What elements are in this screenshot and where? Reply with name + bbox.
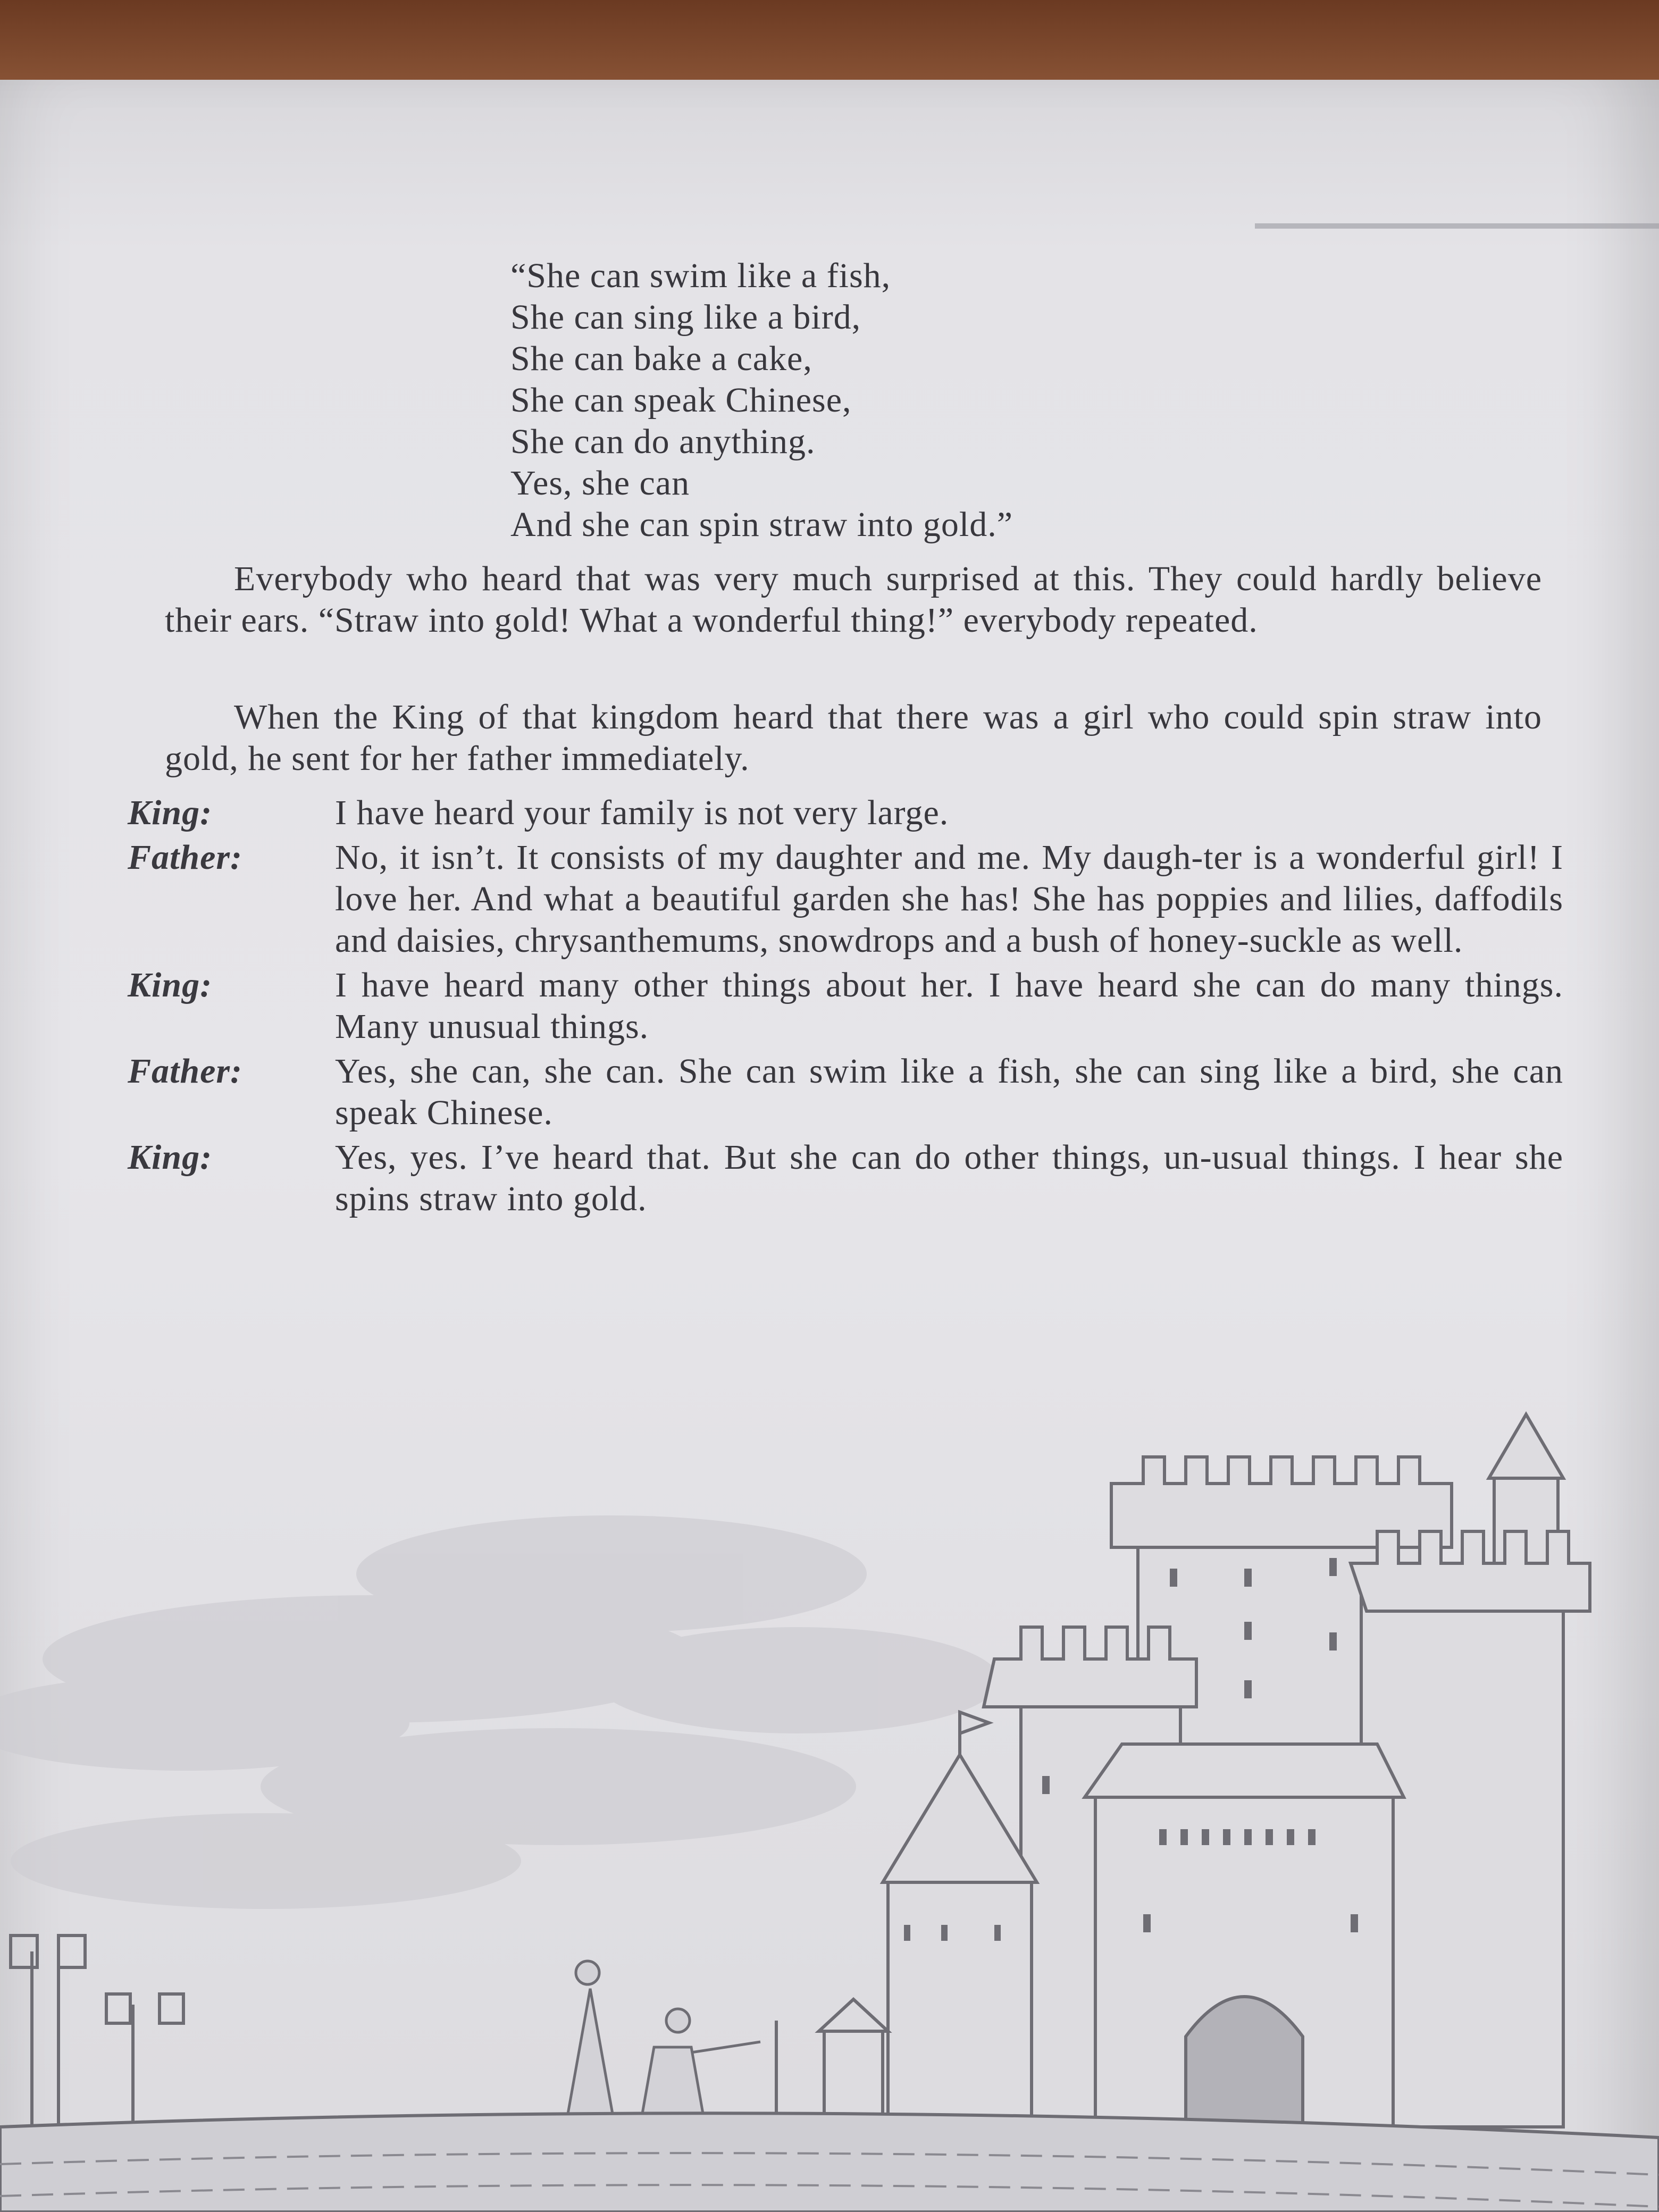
poem-stanza bbox=[510, 255, 1308, 546]
speech-text: No, it isn’t. It consists of my daughter and me. My daugh-ter is a wonderful girl! I love her. And what a beautiful garden she has! She has poppies and lilies, daffodils and daisies, chrysanthemums, snowdrops and a bush of honey-suckle as well. bbox=[335, 838, 1563, 960]
speaker-label: King: bbox=[128, 793, 213, 832]
poem-line: She can sing like a bird, bbox=[510, 298, 861, 337]
speaker-label: King: bbox=[128, 966, 213, 1004]
castle-illustration bbox=[0, 1382, 1659, 2212]
narrative-paragraph: When the King of that kingdom heard that there was a girl who could spin straw into gold, he sent for her father immediately. bbox=[165, 698, 1542, 778]
dialogue-turn bbox=[128, 1137, 1563, 1220]
poem-line: She can do anything. bbox=[510, 422, 816, 461]
dialogue-turn bbox=[128, 837, 1563, 961]
dialogue-turn bbox=[128, 1051, 1563, 1134]
bridge bbox=[0, 2113, 1659, 2212]
speech-text: I have heard many other things about her. I have heard she can do many things. Many unusual things. bbox=[335, 966, 1563, 1046]
poem-line: Yes, she can bbox=[510, 464, 690, 502]
figures bbox=[564, 1961, 760, 2138]
dialogue-block bbox=[128, 792, 1563, 1223]
speech-text: Yes, yes. I’ve heard that. But she can do other things, un-usual things. I hear she spins straw into gold. bbox=[335, 1138, 1563, 1218]
poem-line: “She can swim like a fish, bbox=[510, 256, 891, 295]
dialogue-turn bbox=[128, 965, 1563, 1048]
speaker-label: King: bbox=[128, 1138, 213, 1177]
poem-line: And she can spin straw into gold.” bbox=[510, 505, 1013, 544]
page-edge bbox=[1255, 223, 1659, 229]
poem-line: She can speak Chinese, bbox=[510, 381, 852, 420]
narrative-paragraph: Everybody who heard that was very much surprised at this. They could hardly believe their ears. “Straw into gold! What a wonderful thing!” everybody repeated. bbox=[165, 559, 1542, 640]
poem-line: She can bake a cake, bbox=[510, 339, 812, 378]
dialogue-turn bbox=[128, 792, 1563, 834]
speech-text: Yes, she can, she can. She can swim like a fish, she can sing like a bird, she can speak Chinese. bbox=[335, 1052, 1563, 1132]
speaker-label: Father: bbox=[128, 1052, 243, 1091]
speech-text: I have heard your family is not very large. bbox=[335, 793, 949, 832]
clouds bbox=[0, 1515, 1000, 1909]
castle bbox=[819, 1414, 1590, 2127]
speaker-label: Father: bbox=[128, 838, 243, 877]
